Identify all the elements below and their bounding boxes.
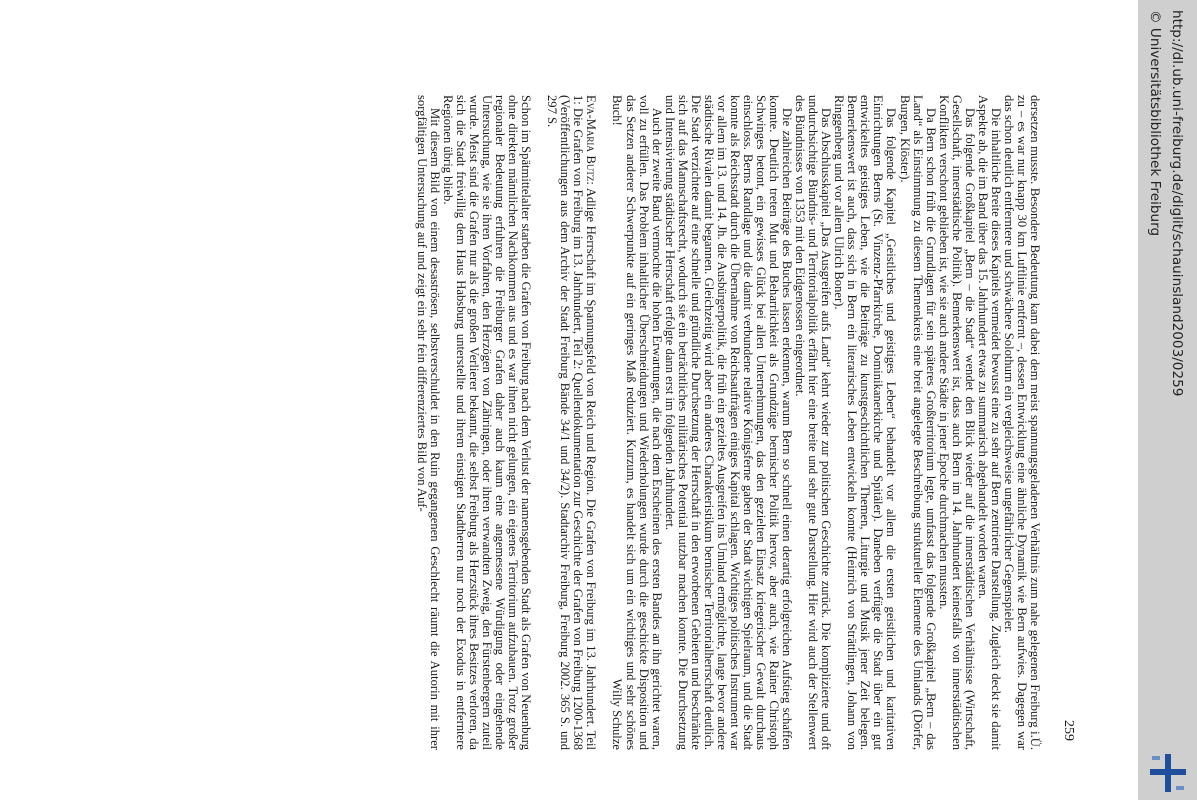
paragraph-8 [610,95,662,750]
source-url: http://dl.ub.uni-freiburg.de/diglit/schauinsland2003/0259 [1169,10,1185,397]
review-author: Eva-Maria Butz [584,95,599,182]
page-text-block [415,95,1041,750]
review-paragraph-2: Mit diesem Bild von einem desaströsen, selbstverschuldet in den Ruin gegangenen Geschlecht räumt die Autorin mit ihrer sorgfältigen Untersuchung auf und zeigt ein sehr fein differenziertes Bild von Auf- [414,95,442,750]
review-citation [545,95,597,750]
review-paragraph-1: Schon im Spätmittelalter starben die Grafen von Freiburg nach dem Verlust der namensgebenden Stadt als Grafen von Neuenburg ohne direkten männlichen Nachkommen aus und es war ihnen nicht gelungen, ein eigenes Territorium aufzubauen. Trotz großer regionaler Bedeutung erfuhren die Freiburger Grafen daher auch kaum eine angemessene Würdigung oder eingehende Untersuchung, wie sie ihren Vorfahren, den Herzögen von Zähringen, oder ihren verwandten Zweig, den Fürstenbergern zuteil wurde. Meist sind die Grafen nur als die großen Verlierer bekannt, die selbst Freiburg als Herzstück ihres Besitzes verloren, da sich die Stadt freiwillig dem Haus Habsburg unterstellte und ihrem einstigen Stadtherren nur noch der Exodus in entferntere Regionen übrig blieb. [440,95,534,750]
paragraph-1: dersetzen musste. Besondere Bedeutung kam dabei dem meist spannungsgeladenen Verhältnis zum nahe gelegenen Freiburg i.Ü. zu – es war nur knapp 30 km Luftlinie entfernt –, dessen Entwicklung eine ähnliche Dynamik wie Bern aufwies. Dagegen war das schon deutlich entferntere und schwächere Solothurn ein vergleichsweise ungefährlicher Gegenspieler. [1001,95,1042,750]
reviewer-signature: Willy Schulze [610,678,625,750]
copyright-notice: © Universitätsbibliothek Freiburg [1147,10,1163,237]
paragraph-2: Die inhaltliche Breite dieses Kapitels vermeidet bewusst eine zu sehr auf Bern zentrierte Darstellung. Zugleich deckt sie damit Aspekte ab, die im Band über das 15. Jahrhundert etwas zu summarisch abgehandelt worden waren. [975,95,1003,750]
paragraph-4: Da Bern schon früh die Grundlagen für sein späteres Großterritorium legte, umfasst das folgende Großkapitel „Bern – das Land“ als Einstimmung zu diesem Themenkreis eine breit angelegte Beschreibung struktureller Elemente des Umlands (Dörfer, Burgen, Klöster). [897,95,938,750]
paragraph-7: Die zahlreichen Beiträge des Buches lassen erkennen, warum Bern so schnell einen derartig erfolgreichen Aufstieg schaffen konnte. Deutlich treten Mut und Beharrlichkeit als Grundzüge bernischer Politik hervor, aber auch, wie Rainer Christoph Schwinges betont, ein gewisses Glück bei allen Unternehmungen, das den gezielten Einsatz kriegerischer Gewalt durchaus einschloss. Berns Randlage und die damit verbundene relative Königsferne gaben der Stadt wichtigen Spielraum, und die Stadt konnte als Reichsstadt durch die Übernahme von Reichsaufträgen einiges Kapital schlagen. Wichtiges politisches Instrument war vor allem im 13. und 14. Jh. die Ausbürgerpolitik, die früh ein gezieltes Ausgreifen ins Umland ermöglichte, lange bevor andere städtische Rivalen damit begannen. Gleichzeitig wird aber ein anderes Charakteristikum bernischer Territorialherrschaft deutlich. Die Stadt verzichtete auf eine schnelle und gründliche Durchsetzung der Herrschaft in den erworbenen Gebieten und beschränkte sich auf das Mannschaftsrecht, wodurch sie ein beträchtliches militärisches Potential nutzbar machen konnte. Die Durchsetzung und Intensivierung städtischer Herrschaft erfolgte dann erst im folgenden Jahrhundert. [662,95,795,750]
review-citation-text: : Adlige Herrschaft im Spannungsfeld von Reich und Region. Die Grafen von Freiburg im 13. Jahrhundert. Teil 1: Die Grafen von Freiburg im 13. Jahrhundert, Teil 2: Quellendokumentation zur Geschichte der Grafen von Freiburg 1200-1368 (Veröffentlichungen aus dem Archiv der Stadt Freiburg Bände 34/1 und 34/2). Stadtarchiv Freiburg, Freiburg 2002. 365 S. und 297 S. [545,95,599,751]
paragraph-3: Das folgende Großkapitel „Bern – die Stadt“ wendet den Blick wieder auf die innerstädtischen Verhältnisse (Wirtschaft, Gesellschaft, innerstädtische Politik). Bemerkenswert ist, dass auch Bern im 14. Jahrhundert keinesfalls von innerstädtischen Konflikten verschont geblieben ist, wie sie auch andere Städte in jener Epoche durchmachen mussten. [936,95,977,750]
library-watermark-bar [1138,0,1197,800]
paragraph-5: Das folgende Kapitel „Geistliches und geistiges Leben“ behandelt vor allem die ersten geistlichen und karitativen Einrichtungen Berns (St. Vinzenz-Pfarrkirche, Dominikanerkirche und Spitäler). Daneben verfügte die Stadt über ein gut entwickeltes geistiges Leben, wie die Beiträge zu kunstgeschichtlichen Themen, Liturgie und Musik jener Zeit belegen. Bemerkenswert ist auch, dass sich in Bern ein literarisches Leben entwickeln konnte (Heinrich von Strättlingen, Johann von Ringgenberg und vor allem Ulrich Boner). [832,95,899,750]
page-number: 259 [1061,720,1076,741]
paragraph-8-text: Auch der zweite Band vermochte die hohen Erwartungen, die nach dem Erscheinen des ersten Bandes an ihn gerichtet waren, voll zu erfüllen. Das Problem inhaltlicher Überschneidungen und Wiederholungen wurde durch die geschickte Disposition und das Setzen anderer Schwerpunkte auf ein geringes Maß reduziert. Kurzum, es handelt sich um ein wichtiges und sehr schönes Buch! [610,95,664,750]
paragraph-6: Das Abschlusskapitel „Das Ausgreifen aufs Land“ kehrt wieder zur politischen Geschichte zurück. Die komplizierte und oft undurchsichtige Bündnis- und Territorialpolitik erfährt hier eine breite und sehr gute Darstellung. Hier wird auch der Stellenwert des Bündnisses von 1353 mit den Eidgenossen eingeordnet. [793,95,834,750]
library-logo-icon [1148,752,1188,794]
